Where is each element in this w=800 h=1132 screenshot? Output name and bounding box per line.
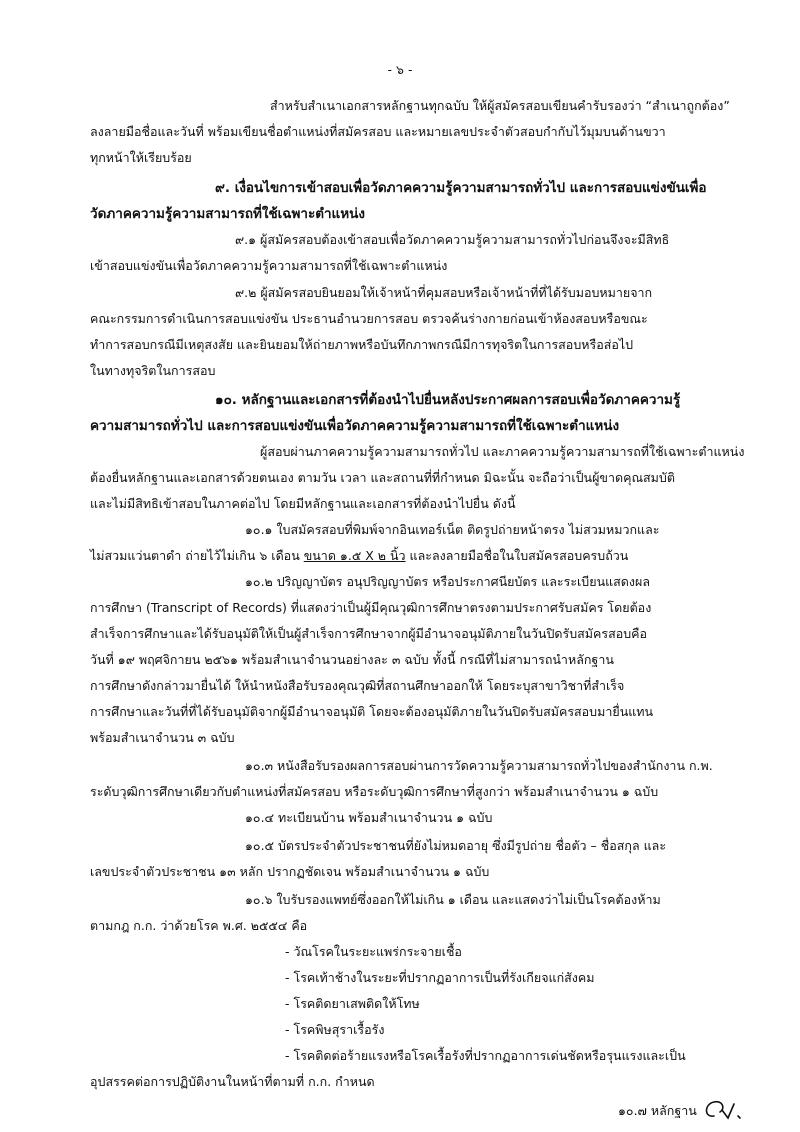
item-10-2-line-3: สำเร็จการศึกษาและได้รับอนุมัติให้เป็นผู้สำเร็จการศึกษาจากผู้มีอำนาจอนุมัติภายในวันปิดรับสมัครสอบคือ <box>90 626 648 641</box>
section9-2-line-1: ๙.๒ ผู้สมัครสอบยินยอมให้เจ้าหน้าที่คุมสอบหรือเจ้าหน้าที่ที่ได้รับมอบหมายจาก <box>235 285 653 300</box>
disease-4: - โรคพิษสุราเรื้อรัง <box>285 1022 385 1037</box>
item-10-5-line-2: เลขประจำตัวประชาชน ๑๓ หลัก ปรากฏชัดเจน พร้อมสำเนาจำนวน ๑ ฉบับ <box>90 864 490 879</box>
section10-heading-1: ๑๐. หลักฐานและเอกสารที่ต้องนำไปยื่นหลังประกาศผลการสอบเพื่อวัดภาคความรู้ <box>215 392 681 408</box>
page-number: - ๖ - <box>387 62 413 77</box>
item-10-6-line-2: ตามกฎ ก.ก. ว่าด้วยโรค พ.ศ. ๒๕๕๔ คือ <box>90 918 308 933</box>
disease-3: - โรคติดยาเสพติดให้โทษ <box>285 996 420 1011</box>
item-10-2-line-4: วันที่ ๑๙ พฤศจิกายน ๒๕๖๑ พร้อมสำเนาจำนวนอย่างละ ๓ ฉบับ ทั้งนี้ กรณีที่ไม่สามารถนำหลักฐาน <box>90 652 614 667</box>
item-10-1-text: ไม่สวมแว่นตาดำ ถ่ายไว้ไม่เกิน ๖ เดือน <box>90 548 304 563</box>
item-10-6-line-1: ๑๐.๖ ใบรับรองแพทย์ซึ่งออกให้ไม่เกิน ๑ เดือน และแสดงว่าไม่เป็นโรคต้องห้าม <box>245 892 661 907</box>
item-10-1-line-1: ๑๐.๑ ใบสมัครสอบที่พิมพ์จากอินเทอร์เน็ต ติดรูปถ่ายหน้าตรง ไม่สวมหมวกและ <box>245 522 660 537</box>
item-10-3-line-1: ๑๐.๓ หนังสือรับรองผลการสอบผ่านการวัดความรู้ความสามารถทั่วไปของสำนักงาน ก.พ. <box>245 758 713 773</box>
item-10-2-line-7: พร้อมสำเนาจำนวน ๓ ฉบับ <box>90 730 235 745</box>
intro-line-3: ทุกหน้าให้เรียบร้อย <box>90 150 192 165</box>
item-10-3-line-2: ระดับวุฒิการศึกษาเดียวกับตำแหน่งที่สมัครสอบ หรือระดับวุฒิการศึกษาที่สูงกว่า พร้อมสำเนาจำนวน ๑ ฉบับ <box>90 784 659 799</box>
section10-intro-2: ต้องยื่นหลักฐานและเอกสารด้วยตนเอง ตามวัน เวลา และสถานที่ที่กำหนด มิฉะนั้น จะถือว่าเป็นผู้ขาดคุณสมบัติ <box>90 470 675 485</box>
section10-intro-3: และไม่มีสิทธิเข้าสอบในภาคต่อไป โดยมีหลักฐานและเอกสารที่ต้องนำไปยื่น ดังนี้ <box>90 496 516 511</box>
section9-heading-2: วัดภาคความรู้ความสามารถที่ใช้เฉพาะตำแหน่ง <box>90 206 365 222</box>
item-10-2-line-2: การศึกษา (Transcript of Records) ที่แสดงว่าเป็นผู้มีคุณวุฒิการศึกษาตรงตามประกาศรับสมัคร โดยต้อง <box>90 600 652 615</box>
item-10-2-line-6: การศึกษาและวันที่ที่ได้รับอนุมัติจากผู้มีอำนาจอนุมัติ โดยจะต้องอนุมัติภายในวันปิดรับสมัครสอบมายื่นแทน <box>90 704 654 719</box>
section9-2-line-3: ทำการสอบกรณีมีเหตุสงสัย และยินยอมให้ถ่ายภาพหรือบันทึกภาพกรณีมีการทุจริตในการสอบหรือส่อไป <box>90 337 634 352</box>
item-10-1-text-end: และลงลายมือชื่อในใบสมัครสอบครบถ้วน <box>405 548 629 563</box>
section10-heading-2: ความสามารถทั่วไป และการสอบแข่งขันเพื่อวัดภาคความรู้ความสามารถที่ใช้เฉพาะตำแหน่ง <box>90 418 620 434</box>
continued-item-10-7: ๑๐.๗ หลักฐาน <box>618 1103 697 1118</box>
disease-1: - วัณโรคในระยะแพร่กระจายเชื้อ <box>285 944 462 959</box>
disease-5: - โรคติดต่อร้ายแรงหรือโรคเรื้อรังที่ปรากฏอาการเด่นชัดหรือรุนแรงและเป็น <box>285 1048 686 1063</box>
intro-line-1: สำหรับสำเนาเอกสารหลักฐานทุกฉบับ ให้ผู้สมัครสอบเขียนคำรับรองว่า “สำเนาถูกต้อง” <box>270 98 730 113</box>
item-10-4: ๑๐.๔ ทะเบียนบ้าน พร้อมสำเนาจำนวน ๑ ฉบับ <box>245 810 493 825</box>
section9-2-line-2: คณะกรรมการดำเนินการสอบแข่งขัน ประธานอำนวยการสอบ ตรวจค้นร่างกายก่อนเข้าห้องสอบหรือขณะ <box>90 311 648 326</box>
section9-1-line-1: ๙.๑ ผู้สมัครสอบต้องเข้าสอบเพื่อวัดภาคความรู้ความสามารถทั่วไปก่อนจึงจะมีสิทธิ <box>235 232 670 247</box>
section10-intro-1: ผู้สอบผ่านภาคความรู้ความสามารถทั่วไป และภาคความรู้ความสามารถที่ใช้เฉพาะตำแหน่ง <box>260 444 745 459</box>
section9-heading-1: ๙. เงื่อนไขการเข้าสอบเพื่อวัดภาคความรู้ความสามารถทั่วไป และการสอบแข่งขันเพื่อ <box>215 180 707 196</box>
item-10-1-line-2 <box>90 548 628 564</box>
item-10-5-line-1: ๑๐.๕ บัตรประจำตัวประชาชนที่ยังไม่หมดอายุ ซึ่งมีรูปถ่าย ชื่อตัว – ชื่อสกุล และ <box>245 838 667 853</box>
disease-2: - โรคเท้าช้างในระยะที่ปรากฏอาการเป็นที่รังเกียจแก่สังคม <box>285 970 595 985</box>
section9-2-line-4: ในทางทุจริตในการสอบ <box>90 363 216 378</box>
photo-size-text: ขนาด ๑.๕ X ๒ นิ้ว <box>303 548 406 563</box>
intro-line-2: ลงลายมือชื่อและวันที่ พร้อมเขียนชื่อตำแหน่งที่สมัครสอบ และหมายเลขประจำตัวสอบกำกับไว้มุมบนด้านขวา <box>90 124 666 139</box>
disease-5-cont: อุปสรรคต่อการปฏิบัติงานในหน้าที่ตามที่ ก.ก. กำหนด <box>90 1074 375 1089</box>
item-10-2-line-5: การศึกษาดังกล่าวมายื่นได้ ให้นำหนังสือรับรองคุณวุฒิที่สถานศึกษาออกให้ โดยระบุสาขาวิชาที่สำเร็จ <box>90 678 625 693</box>
item-10-2-line-1: ๑๐.๒ ปริญญาบัตร อนุปริญญาบัตร หรือประกาศนียบัตร และระเบียนแสดงผล <box>245 574 650 589</box>
section9-1-line-2: เข้าสอบแข่งขันเพื่อวัดภาคความรู้ความสามารถที่ใช้เฉพาะตำแหน่ง <box>90 258 448 273</box>
handwritten-initial-icon <box>700 1096 748 1124</box>
